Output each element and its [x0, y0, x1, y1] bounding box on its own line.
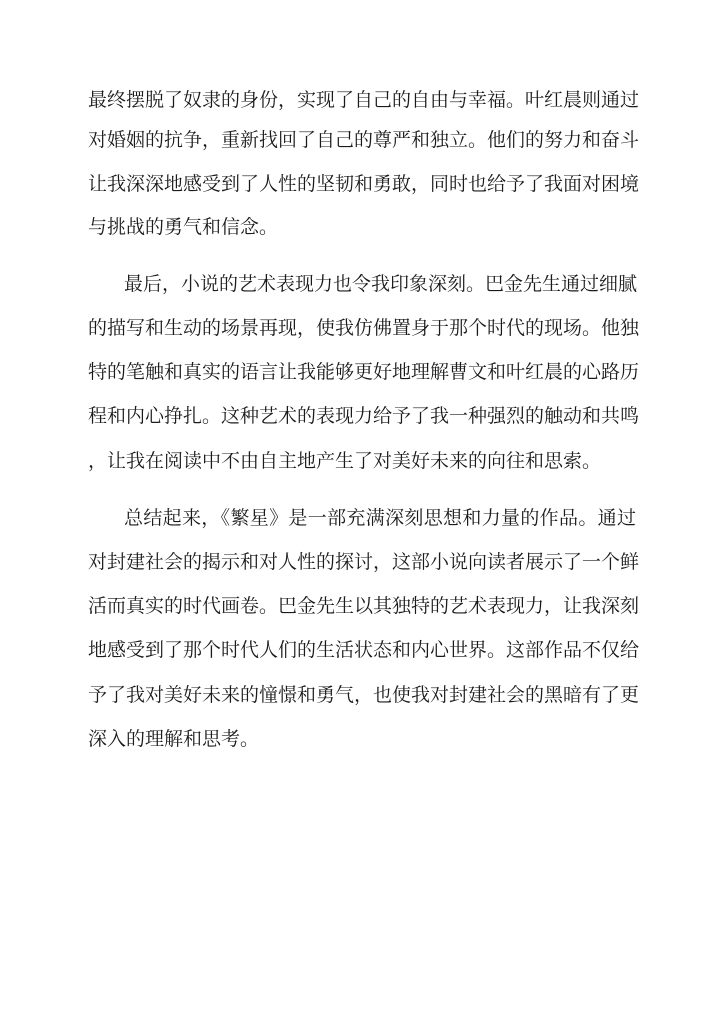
paragraph-line: 让我深深地感受到了人性的坚韧和勇敢，同时也给予了我面对困境 [88, 173, 640, 195]
paragraph-line: 特的笔触和真实的语言让我能够更好地理解曹文和叶红晨的心路历 [88, 361, 640, 383]
paragraph-line: 对封建社会的揭示和对人性的探讨，这部小说向读者展示了一个鲜 [88, 551, 640, 573]
paragraph-line: 深入的理解和思考。 [88, 728, 260, 750]
paragraph-line: 活而真实的时代画卷。巴金先生以其独特的艺术表现力，让我深刻 [88, 595, 640, 617]
paragraph-line: 地感受到了那个时代人们的生活状态和内心世界。这部作品不仅给 [88, 639, 640, 661]
paragraph-line: 程和内心挣扎。这种艺术的表现力给予了我一种强烈的触动和共鸣 [88, 405, 640, 427]
paragraph-line: 最后，小说的艺术表现力也令我印象深刻。巴金先生通过细腻 [124, 273, 638, 295]
paragraph-line: 与挑战的勇气和信念。 [88, 216, 279, 238]
paragraph-line: 的描写和生动的场景再现，使我仿佛置身于那个时代的现场。他独 [88, 317, 640, 339]
paragraph-line: 对婚姻的抗争，重新找回了自己的尊严和独立。他们的努力和奋斗 [88, 129, 640, 151]
paragraph-line: 总结起来，《繁星》是一部充满深刻思想和力量的作品。通过 [124, 507, 636, 529]
paragraph-line: 最终摆脱了奴隶的身份，实现了自己的自由与幸福。叶红晨则通过 [88, 89, 640, 111]
paragraph-line: ，让我在阅读中不由自主地产生了对美好未来的向往和思索。 [88, 450, 602, 472]
paragraph-line: 予了我对美好未来的憧憬和勇气，也使我对封建社会的黑暗有了更 [88, 684, 640, 706]
